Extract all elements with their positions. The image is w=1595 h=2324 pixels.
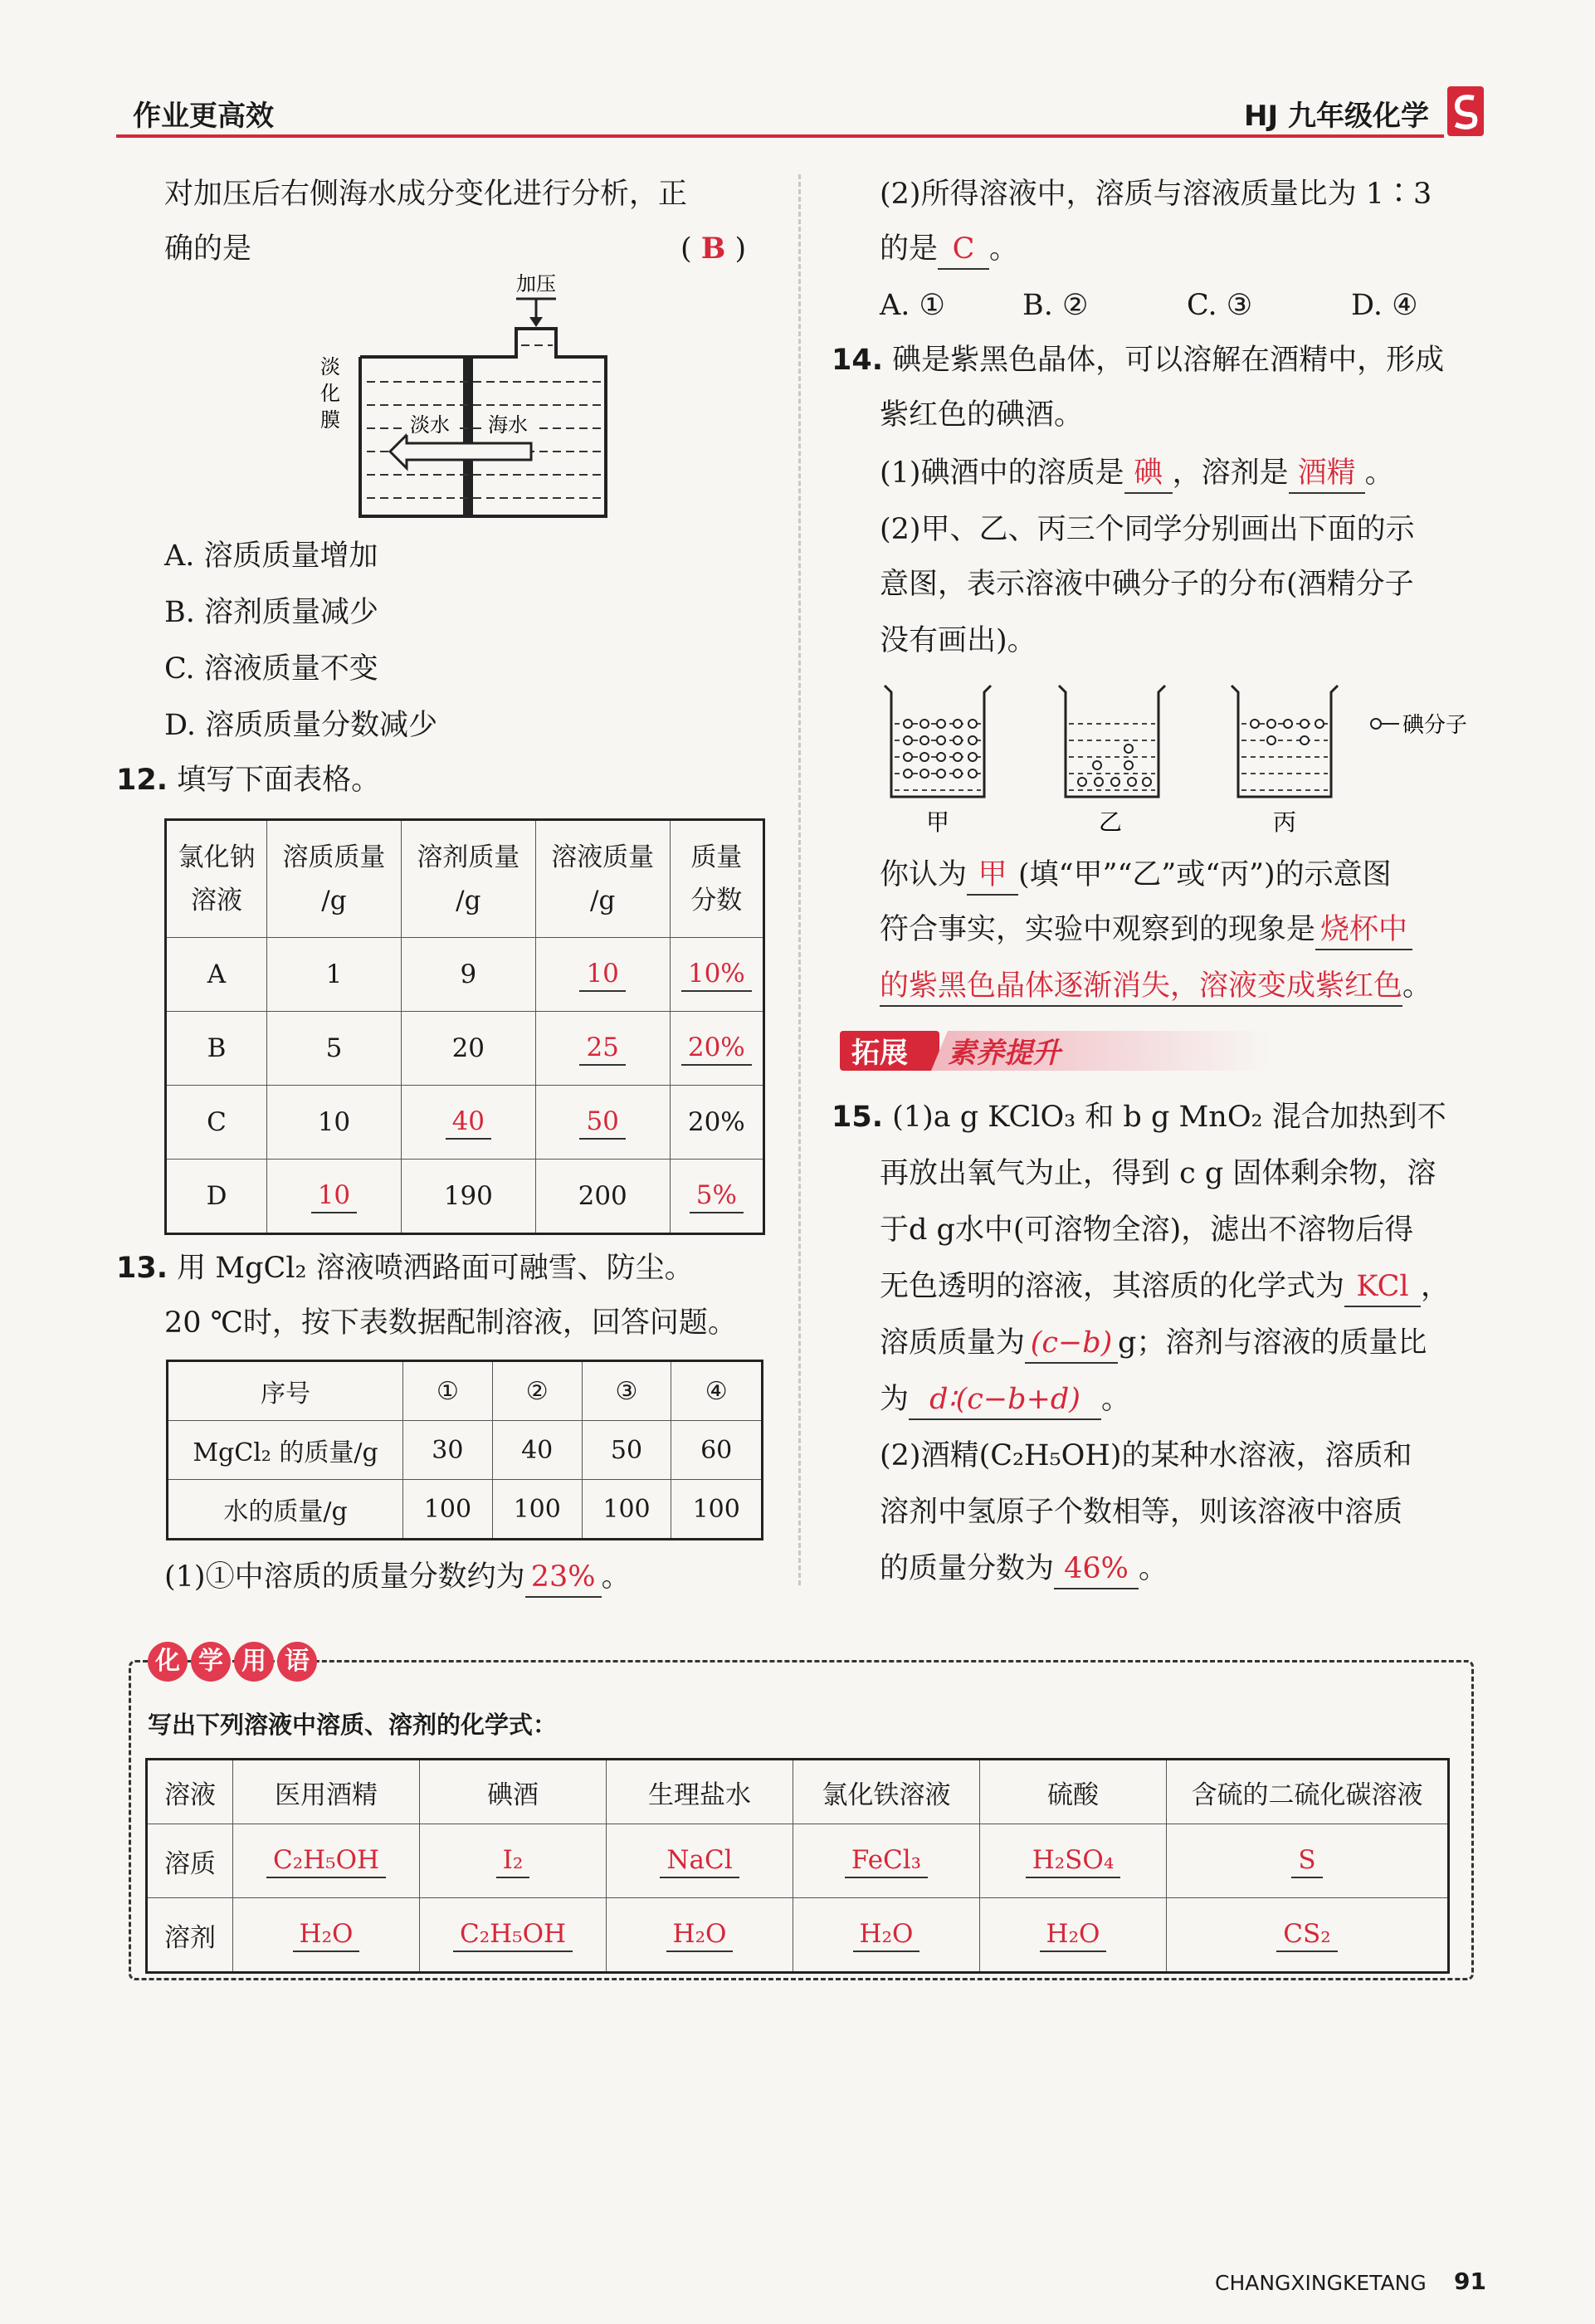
q13-sub2-option-c: C. ③ (1187, 289, 1253, 322)
q15-answer-formula: KCl (1344, 1267, 1421, 1307)
table-row (166, 1086, 764, 1160)
q14-sub1-text-b: ，溶剂是 (1172, 456, 1289, 490)
q11-answer: ( B ) (680, 232, 747, 266)
solute-answer: FeCl₃ (845, 1843, 928, 1878)
q15-number: 15. (832, 1101, 884, 1134)
q14-sub2-line2: 意图，表示溶液中碘分子的分布(酒精分子 (880, 568, 1414, 601)
period: 。 (601, 1560, 631, 1594)
diagram-membrane-char3: 膜 (320, 408, 340, 432)
q12-h3b: /g (456, 886, 481, 915)
q13-line1-text: 用 MgCl₂ 溶液喷洒路面可融雪、防尘。 (177, 1252, 694, 1285)
q12-answer-cell: 10 (311, 1179, 357, 1213)
beaker-bing-icon (1232, 686, 1338, 797)
q12-cell: D (166, 1160, 267, 1234)
q12-h5b: 分数 (690, 886, 743, 915)
q12-cell: 1 (267, 938, 402, 1012)
period: 。 (1364, 456, 1394, 490)
solute-answer: I₂ (496, 1843, 530, 1878)
diagram-seawater-label: 海水 (488, 413, 528, 437)
table-row (168, 1421, 763, 1480)
table-row (147, 1898, 1449, 1973)
q12-cell: B (166, 1012, 267, 1086)
q15-line4 (880, 1258, 1450, 1315)
q12-h2a: 溶质质量 (282, 842, 386, 872)
q11-option-a: A. 溶质质量增加 (164, 540, 378, 573)
chemistry-terms-instruction: 写出下列溶液中溶质、溶剂的化学式： (148, 1711, 558, 1739)
q13-cell: 40 (492, 1421, 582, 1480)
q14-sub1-answer1: 碘 (1124, 454, 1173, 494)
q13-sub1 (164, 1549, 631, 1605)
table-row (168, 1361, 763, 1421)
period: 。 (1101, 1383, 1131, 1416)
table-row (166, 1160, 764, 1234)
q14-answer-phenomenon-1: 烧杯中 (1315, 911, 1412, 950)
terms-header-cell: 生理盐水 (607, 1760, 793, 1824)
comma: ， (1421, 1270, 1451, 1303)
q13-cell: 100 (582, 1480, 671, 1540)
q12-h1b: 溶液 (191, 886, 242, 915)
q13-cell: 100 (492, 1480, 582, 1540)
q15-line5-text-b: g；溶剂与溶液的质量比 (1118, 1326, 1427, 1360)
q12-h3a: 溶剂质量 (417, 842, 520, 872)
q15-sub2-line1: (2)酒精(C₂H₅OH)的某种水溶液，溶质和 (880, 1439, 1412, 1472)
terms-header-cell: 含硫的二硫化碳溶液 (1167, 1760, 1449, 1824)
solvent-answer: H₂O (293, 1917, 360, 1952)
q13-cell: 序号 (168, 1361, 403, 1421)
terms-header-cell: 溶液 (147, 1760, 233, 1824)
terms-header-cell: 医用酒精 (233, 1760, 420, 1824)
q13-sub2-option-d: D. ④ (1351, 289, 1418, 322)
beaker-label-jia: 甲 (926, 808, 950, 836)
iodine-molecule-icon (1371, 719, 1381, 729)
q15-line5 (880, 1315, 1427, 1371)
solvent-row-label: 溶剂 (147, 1898, 233, 1973)
q14-ans-text-a: 你认为 (880, 858, 968, 891)
q12-cell: 10 (267, 1086, 402, 1160)
q12-cell: 20 (401, 1012, 535, 1086)
badge-char: 语 (277, 1642, 317, 1682)
q15-line1 (832, 1089, 1446, 1145)
q15-answer-ratio: d∶(c−b+d) (909, 1380, 1101, 1420)
extension-title: 素养提升 (948, 1037, 1061, 1070)
solvent-answer: H₂O (1040, 1917, 1107, 1952)
q12-cell: 190 (401, 1160, 535, 1234)
q14-stem-line1 (832, 332, 1444, 388)
table-row (166, 1012, 764, 1086)
q13-cell: ② (492, 1361, 582, 1421)
q13-cell: 50 (582, 1421, 671, 1480)
q12-header-row (166, 820, 764, 938)
q12-cell: 200 (535, 1160, 670, 1234)
q12-cell: A (166, 938, 267, 1012)
solvent-answer: H₂O (666, 1917, 734, 1952)
table-row (166, 938, 764, 1012)
solute-answer: C₂H₅OH (266, 1843, 386, 1878)
header-left-title: 作业更高效 (133, 100, 274, 133)
column-divider (798, 174, 801, 1585)
beaker-label-bing: 丙 (1273, 808, 1297, 836)
q13-cell: MgCl₂ 的质量/g (168, 1421, 403, 1480)
q14-sub1-answer2: 酒精 (1289, 454, 1365, 494)
q13-cell: 100 (403, 1480, 493, 1540)
page-number: 91 (1454, 2268, 1486, 2295)
q12-h5a: 质量 (690, 842, 743, 872)
q15-sub2-line2: 溶剂中氢原子个数相等，则该溶液中溶质 (880, 1496, 1403, 1529)
q15-line6 (880, 1371, 1130, 1428)
solute-row-label: 溶质 (147, 1824, 233, 1898)
q15-line4-text: 无色透明的溶液，其溶质的化学式为 (880, 1270, 1345, 1303)
q13-cell: 30 (403, 1421, 493, 1480)
q13-cell: ③ (582, 1361, 671, 1421)
q15-line2: 再放出氧气为止，得到 c g 固体剩余物，溶 (880, 1157, 1436, 1190)
q14-line1-text: 碘是紫黑色晶体，可以溶解在酒精中，形成 (892, 344, 1445, 377)
period: 。 (1402, 969, 1432, 1003)
diagram-fresh-water-label: 淡水 (410, 413, 450, 437)
q13-sub2-option-b: B. ② (1022, 289, 1089, 322)
q13-cell: ④ (671, 1361, 763, 1421)
diagram-membrane-char1: 淡 (320, 355, 340, 378)
q12-h4b: /g (590, 886, 616, 915)
solute-answer: H₂SO₄ (1026, 1843, 1121, 1878)
q12-table (164, 818, 765, 1235)
q13-number: 13. (116, 1252, 168, 1285)
q12-cell: C (166, 1086, 267, 1160)
table-row (147, 1760, 1449, 1824)
q14-sub2-line1: (2)甲、乙、丙三个同学分别画出下面的示 (880, 513, 1415, 546)
q14-answer-line1 (880, 847, 1392, 903)
q15-answer-solute-mass: (c−b) (1025, 1324, 1118, 1364)
q13-cell: ① (403, 1361, 493, 1421)
q13-cell: 60 (671, 1421, 763, 1480)
period: 。 (989, 232, 1019, 266)
diagram-pressure-label: 加压 (516, 274, 556, 295)
q13-stem-line1 (116, 1240, 694, 1296)
q15-line1-text: (1)a g KClO₃ 和 b g MnO₂ 混合加热到不 (892, 1101, 1446, 1134)
beaker-jia-icon (885, 686, 991, 797)
beaker-diagrams (880, 672, 1494, 838)
badge-char: 学 (191, 1642, 231, 1682)
q14-sub1-text-a: (1)碘酒中的溶质是 (880, 456, 1124, 490)
header-right-title: HJ 九年级化学 (1244, 100, 1429, 133)
period: 。 (1139, 1552, 1168, 1585)
q12-answer-cell: 5% (690, 1179, 744, 1213)
q11-answer-value: B (700, 232, 726, 266)
solute-answer: NaCl (660, 1843, 739, 1878)
q14-answer-line2 (880, 901, 1412, 958)
q13-cell: 水的质量/g (168, 1480, 403, 1540)
badge-char: 化 (148, 1642, 188, 1682)
q13-table (166, 1360, 763, 1540)
solute-answer: S (1291, 1843, 1322, 1878)
solvent-answer: CS₂ (1276, 1917, 1337, 1952)
terms-header-cell: 氯化铁溶液 (793, 1760, 980, 1824)
chemistry-terms-table (145, 1758, 1450, 1974)
q14-ans-text-b: (填“甲”“乙”或“丙”)的示意图 (1018, 858, 1392, 891)
q15-sub2-answer: 46% (1054, 1550, 1139, 1589)
table-row (147, 1824, 1449, 1898)
q13-sub2-option-a: A. ① (880, 289, 945, 322)
footer-brand: CHANGXINGKETANG (1215, 2271, 1427, 2295)
q12-cell: 20% (670, 1086, 763, 1160)
q11-stem-line2: 确的是 (164, 232, 252, 266)
q12-cell: 5 (267, 1012, 402, 1086)
q14-ans-text-c: 符合事实，实验中观察到的现象是 (880, 913, 1316, 946)
q12-cell: 9 (401, 938, 535, 1012)
q12-answer-cell: 10 (579, 957, 625, 992)
q14-sub1 (880, 445, 1394, 501)
q12-h4a: 溶液质量 (551, 842, 655, 872)
q14-answer-phenomenon-2: 的紫黑色晶体逐渐消失，溶液变成紫红色 (880, 967, 1402, 1007)
q11-option-b: B. 溶剂质量减少 (164, 596, 378, 629)
q13-sub1-answer: 23% (525, 1558, 602, 1598)
q12-stem (116, 752, 380, 808)
diagram-membrane-char2: 化 (320, 382, 340, 405)
q13-cell: 100 (671, 1480, 763, 1540)
q13-stem-line2: 20 ℃时，按下表数据配制溶液，回答问题。 (164, 1306, 737, 1340)
terms-header-cell: 碘酒 (420, 1760, 607, 1824)
solvent-answer: H₂O (853, 1917, 920, 1952)
q14-number: 14. (832, 344, 884, 377)
extension-banner (840, 1026, 1271, 1076)
q13-sub1-text: (1)①中溶质的质量分数约为 (164, 1560, 525, 1594)
q11-option-c: C. 溶液质量不变 (164, 652, 378, 686)
desalination-diagram (307, 274, 614, 523)
q13-sub2-answer: C (938, 230, 989, 270)
solvent-answer: C₂H₅OH (453, 1917, 573, 1952)
q15-line6-text: 为 (880, 1383, 910, 1416)
q12-answer-cell: 40 (446, 1105, 491, 1140)
legend-iodine-label: 碘分子 (1402, 713, 1468, 738)
q14-sub2-line3: 没有画出)。 (880, 624, 1037, 657)
header-rule (116, 134, 1444, 138)
q12-answer-cell: 10% (681, 957, 752, 992)
terms-header-cell: 硫酸 (980, 1760, 1167, 1824)
q12-answer-cell: 50 (579, 1105, 625, 1140)
q15-line3: 于d g水中(可溶物全溶)，滤出不溶物后得 (880, 1213, 1414, 1247)
badge-char: 用 (234, 1642, 274, 1682)
q12-answer-cell: 20% (681, 1031, 752, 1066)
q13-sub2-line2 (880, 221, 1018, 277)
beaker-label-yi: 乙 (1099, 808, 1123, 836)
publisher-logo-icon (1447, 86, 1484, 136)
q12-text: 填写下面表格。 (177, 764, 381, 797)
q13-sub2-text: 的是 (880, 232, 939, 266)
q12-h2b: /g (321, 886, 347, 915)
q12-h1a: 氯化钠 (178, 842, 256, 872)
q12-number: 12. (116, 764, 168, 797)
q14-answer-line3 (880, 958, 1432, 1014)
q11-option-d: D. 溶质质量分数减少 (164, 709, 438, 742)
q11-stem-line1: 对加压后右侧海水成分变化进行分析，正 (164, 178, 688, 211)
extension-badge-label: 拓展 (851, 1037, 908, 1070)
q15-sub2-line3 (880, 1540, 1168, 1597)
q12-answer-cell: 25 (579, 1031, 625, 1066)
q14-answer-choice: 甲 (967, 856, 1018, 896)
table-row (168, 1480, 763, 1540)
q14-stem-line2: 紫红色的碘酒。 (880, 398, 1084, 432)
q15-sub2-line3-text: 的质量分数为 (880, 1552, 1055, 1585)
chemistry-terms-badge (148, 1642, 317, 1685)
beaker-yi-icon (1059, 686, 1165, 797)
q15-line5-text-a: 溶质质量为 (880, 1326, 1026, 1360)
q13-sub2-line1: (2)所得溶液中，溶质与溶液质量比为 1∶3 (880, 178, 1432, 211)
